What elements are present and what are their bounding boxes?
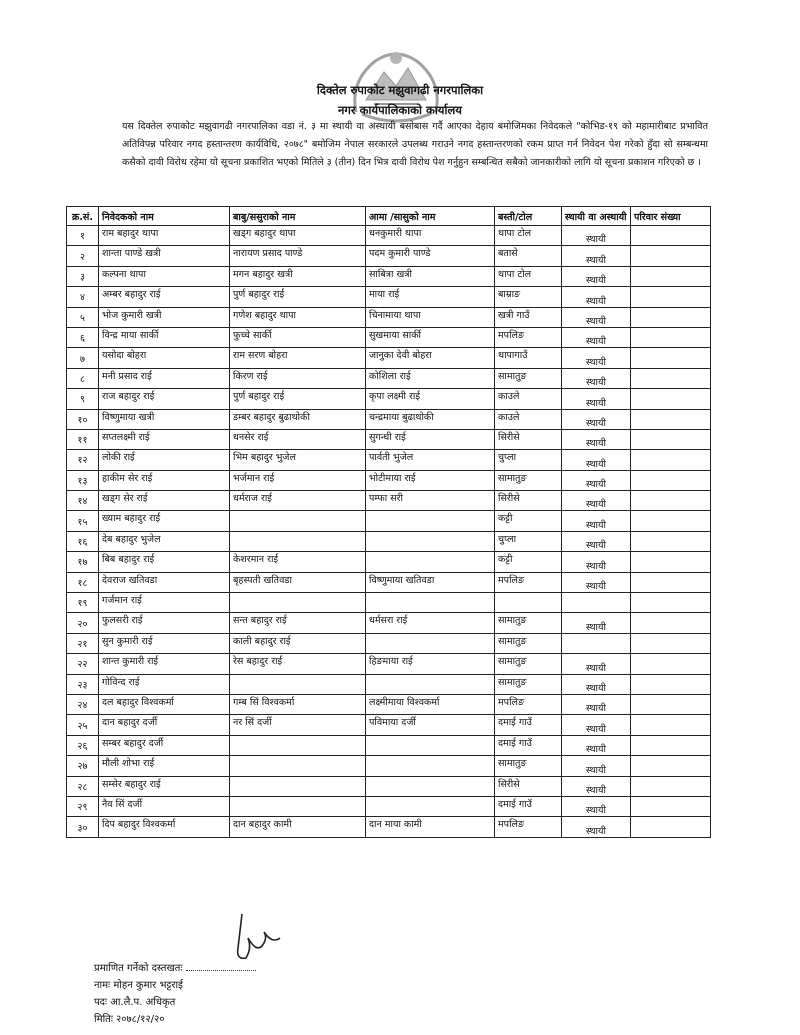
father-name-cell [230,735,366,755]
table-row [67,572,711,592]
col-header-father: बाबु/ससुराको नाम [230,207,366,226]
col-header-family-size: परिवार संख्या [631,207,711,226]
notice-text: यस दिक्तेल रुपाकोट मझुवागढी नगरपालिका वडा नं. ३ मा स्थायी वा अस्थायी बसोबास गर्दै आएका देहाय बमोजिमका निवेदकले "कोभिड-१९ को महामारीबाट प्रभावित अतिविपन्न परिवार नगद हस्तान्तरण कार्यविधि, २०७८" बमोजिम नेपाल सरकारले उपलब्ध गराउने नगद हस्तान्तरणको रकम प्राप्त गर्न निवेदन पेश गरेको हुँदा सो सम्बन्धमा कसैको दावी विरोध रहेमा यो सूचना प्रकाशित भएको मितिले ३ (तीन) दिन भित्र दावी विरोध पेश गर्नुहुन सम्बन्धित सबैको जानकारीको लागि यो सूचना प्रकाशन गरिएको छ । [122,121,708,168]
residency-cell: स्थायी [562,348,631,368]
mother-name-cell [366,756,495,776]
father-name-cell: फुच्चे सार्की [230,327,366,347]
family-size-cell [631,674,711,694]
family-size-cell [631,633,711,653]
residency-cell: स्थायी [562,246,631,266]
table-row [67,246,711,266]
mother-name-cell: लक्ष्मीमाया विश्वकर्मा [366,694,495,714]
residency-cell [562,633,631,653]
signature-label: प्रमाणित गर्नेको दस्तखतः [94,963,183,974]
table-row [67,409,711,429]
applicant-name-cell: अम्बर बहादुर राई [99,287,230,307]
family-size-cell [631,796,711,816]
sn-cell: १३ [67,470,99,490]
family-size-cell [631,511,711,531]
father-name-cell: किरण राई [230,368,366,388]
father-name-cell [230,593,366,613]
family-size-cell [631,266,711,286]
settlement-cell: कट्टी [495,511,562,531]
mother-name-cell: पदम कुमारी पाण्डे [366,246,495,266]
father-name-cell: दान बहादुर कामी [230,817,366,837]
settlement-cell: बाम्राङ [495,287,562,307]
applicant-name-cell: खड्ग सेर राई [99,491,230,511]
table-row [67,715,711,735]
applicant-name-cell: विष्णुमाया खत्री [99,409,230,429]
father-name-cell: खड्ग बहादुर थापा [230,226,366,246]
office-subtitle: नगर कार्यपालिकाको कार्यालय [338,103,462,117]
table-row [67,674,711,694]
mother-name-cell: भोटीमाया राई [366,470,495,490]
signature-line [94,960,256,974]
table-row [67,266,711,286]
father-name-cell: काली बहादुर राई [230,633,366,653]
mother-name-cell [366,511,495,531]
residency-cell: स्थायी [562,817,631,837]
settlement-cell: सिरीसे [495,491,562,511]
family-size-cell [631,491,711,511]
residency-cell: स्थायी [562,613,631,633]
settlement-cell: बतासे [495,246,562,266]
applicant-name-cell: गोविन्द राई [99,674,230,694]
table-row [67,817,711,837]
residency-cell: स्थायी [562,552,631,572]
mother-name-cell [366,633,495,653]
father-name-cell: गणेश बहादुर थापा [230,307,366,327]
family-size-cell [631,287,711,307]
father-name-cell: मगन बहादुर खत्री [230,266,366,286]
settlement-cell: थापागाउँ [495,348,562,368]
sn-cell: ६ [67,327,99,347]
settlement-cell: मपलिङ [495,327,562,347]
table-row [67,613,711,633]
settlement-cell: थापा टोल [495,266,562,286]
signature-dots [186,961,256,971]
table-row [67,552,711,572]
table-row [67,776,711,796]
residency-cell: स्थायी [562,429,631,449]
settlement-cell: दमाई गाउँ [495,796,562,816]
residency-cell: स्थायी [562,531,631,551]
father-name-cell: भिम बहादुर भुजेल [230,450,366,470]
residency-cell: स्थायी [562,491,631,511]
father-name-cell [230,511,366,531]
family-size-cell [631,470,711,490]
mother-name-cell: धर्मसरा राई [366,613,495,633]
applicant-name-cell: गर्जमान राई [99,593,230,613]
family-size-cell [631,735,711,755]
mother-name-cell: दान माया कामी [366,817,495,837]
table-row [67,593,711,613]
residency-cell: स्थायी [562,511,631,531]
mother-name-cell: सुगन्धी राई [366,429,495,449]
settlement-cell: मपलिङ [495,694,562,714]
settlement-cell: मपलिङ [495,572,562,592]
mother-name-cell: कोशिला राई [366,368,495,388]
family-size-cell [631,307,711,327]
settlement-cell: दमाई गाउँ [495,735,562,755]
sn-cell: २७ [67,756,99,776]
sn-cell: १९ [67,593,99,613]
settlement-cell: सिरीसे [495,776,562,796]
settlement-cell: दमाई गाउँ [495,715,562,735]
sn-cell: १५ [67,511,99,531]
sn-cell: ३० [67,817,99,837]
office-title: दिक्तेल रुपाकोट मझुवागढी नगरपालिका [316,83,484,97]
settlement-cell: सामातुङ [495,633,562,653]
family-size-cell [631,429,711,449]
settlement-cell: चुप्ला [495,531,562,551]
sn-cell: १० [67,409,99,429]
mother-name-cell [366,776,495,796]
settlement-cell: सामातुङ [495,674,562,694]
residency-cell: स्थायी [562,450,631,470]
table-row [67,756,711,776]
father-name-cell: पुर्ण बहादुर राई [230,389,366,409]
mother-name-cell: चन्द्रमाया बुढाथोकी [366,409,495,429]
col-header-sn: क्र.सं. [67,207,99,226]
sn-cell: २२ [67,654,99,674]
father-name-cell: धर्मराज राई [230,491,366,511]
settlement-cell: सामातुङ [495,368,562,388]
father-name-cell: डम्बर बहादुर बुढाथोकी [230,409,366,429]
table-row [67,633,711,653]
family-size-cell [631,450,711,470]
table-row [67,796,711,816]
residency-cell: स्थायी [562,756,631,776]
sn-cell: २८ [67,776,99,796]
mother-name-cell: जानुका देवी बोहरा [366,348,495,368]
applicant-name-cell: दल बहादुर विश्वकर्मा [99,694,230,714]
signature-date: मितिः २०७८/१२/२० [94,1014,165,1025]
family-size-cell [631,654,711,674]
sn-cell: ३ [67,266,99,286]
family-size-cell [631,776,711,796]
sn-cell: २६ [67,735,99,755]
father-name-cell: धनसेर राई [230,429,366,449]
residency-cell: स्थायी [562,266,631,286]
table-row [67,654,711,674]
residency-cell: स्थायी [562,470,631,490]
applicant-name-cell: दान बहादुर दर्जी [99,715,230,735]
residency-cell: स्थायी [562,776,631,796]
signatory-name: नामः मोहन कुमार भट्टराई [94,980,183,991]
applicant-name-cell: देवराज खतिवडा [99,572,230,592]
signatory-post: पदः आ.लै.प. अधिकृत [94,997,176,1008]
sn-cell: ४ [67,287,99,307]
family-size-cell [631,756,711,776]
mother-name-cell: सुखमाया सार्की [366,327,495,347]
residency-cell: स्थायी [562,368,631,388]
mother-name-cell: विष्णुमाया खतिवडा [366,572,495,592]
sn-cell: १८ [67,572,99,592]
applicant-name-cell: यसोदा बोहरा [99,348,230,368]
family-size-cell [631,246,711,266]
settlement-cell: सामातुङ [495,756,562,776]
mother-name-cell: हिङमाया राई [366,654,495,674]
father-name-cell: भर्जमान राई [230,470,366,490]
father-name-cell: राम सरण बोहरा [230,348,366,368]
father-name-cell [230,674,366,694]
family-size-cell [631,613,711,633]
table-row [67,327,711,347]
father-name-cell: पुर्ण बहादुर राई [230,287,366,307]
settlement-cell: चुप्ला [495,450,562,470]
applicant-name-cell: मनी प्रसाद राई [99,368,230,388]
family-size-cell [631,593,711,613]
residency-cell: स्थायी [562,389,631,409]
applicant-name-cell: सप्तलक्ष्मी राई [99,429,230,449]
family-size-cell [631,531,711,551]
family-size-cell [631,327,711,347]
applicant-name-cell: सम्सेर बहादुर राई [99,776,230,796]
table-row [67,429,711,449]
sn-cell: ८ [67,368,99,388]
col-header-residency: स्थायी वा अस्थायी [562,207,631,226]
mother-name-cell: साबित्रा खत्री [366,266,495,286]
mother-name-cell [366,552,495,572]
residency-cell: स्थायी [562,654,631,674]
residency-cell: स्थायी [562,409,631,429]
residency-cell: स्थायी [562,287,631,307]
settlement-cell: कट्टी [495,552,562,572]
mother-name-cell: पविमाया दर्जी [366,715,495,735]
residency-cell: स्थायी [562,674,631,694]
mother-name-cell: माया राई [366,287,495,307]
family-size-cell [631,368,711,388]
table-row [67,348,711,368]
table-row [67,735,711,755]
sn-cell: १४ [67,491,99,511]
sn-cell: ११ [67,429,99,449]
sn-cell: १२ [67,450,99,470]
mother-name-cell [366,674,495,694]
table-row [67,531,711,551]
sn-cell: ७ [67,348,99,368]
father-name-cell [230,796,366,816]
applicant-name-cell: शान्त कुमारी राई [99,654,230,674]
settlement-cell: खत्री गाउँ [495,307,562,327]
family-size-cell [631,715,711,735]
father-name-cell: सन्त बहादुर राई [230,613,366,633]
col-header-mother: आमा /सासुको नाम [366,207,495,226]
table-row [67,226,711,246]
settlement-cell: काउले [495,389,562,409]
mother-name-cell: कृपा लक्ष्मी राई [366,389,495,409]
applicant-name-cell: विन्द्र माया सार्की [99,327,230,347]
mother-name-cell [366,796,495,816]
table-row [67,470,711,490]
sn-cell: २४ [67,694,99,714]
table-row [67,694,711,714]
father-name-cell: बृहस्पती खतिवडा [230,572,366,592]
father-name-cell: केशरमान राई [230,552,366,572]
applicant-name-cell: मौली शोभा राई [99,756,230,776]
settlement-cell: सामातुङ [495,470,562,490]
table-row [67,491,711,511]
applicant-table [66,206,711,838]
sn-cell: २ [67,246,99,266]
settlement-cell: सामातुङ [495,654,562,674]
sn-cell: १ [67,226,99,246]
sn-cell: २९ [67,796,99,816]
sn-cell: १७ [67,552,99,572]
family-size-cell [631,552,711,572]
father-name-cell: नर सिं दर्जी [230,715,366,735]
settlement-cell: सिरीसे [495,429,562,449]
applicant-name-cell: लोकी राई [99,450,230,470]
col-header-settlement: बस्ती/टोल [495,207,562,226]
mother-name-cell [366,735,495,755]
applicant-name-cell: फुलसरी राई [99,613,230,633]
settlement-cell: मपलिङ [495,817,562,837]
mother-name-cell: धनकुमारी थापा [366,226,495,246]
residency-cell: स्थायी [562,796,631,816]
family-size-cell [631,348,711,368]
family-size-cell [631,694,711,714]
residency-cell: स्थायी [562,327,631,347]
signature-mark-icon [228,908,288,968]
residency-cell: स्थायी [562,735,631,755]
sn-cell: २५ [67,715,99,735]
settlement-cell: काउले [495,409,562,429]
residency-cell: स्थायी [562,715,631,735]
table-header-row [67,207,711,226]
table-row [67,307,711,327]
applicant-name-cell: सम्बर बहादुर दर्जी [99,735,230,755]
family-size-cell [631,389,711,409]
applicant-name-cell: राज बहादुर राई [99,389,230,409]
father-name-cell [230,756,366,776]
applicant-name-cell: बिब बहादुर राई [99,552,230,572]
mother-name-cell: चिनामाया थापा [366,307,495,327]
sn-cell: ९ [67,389,99,409]
settlement-cell: थापा टोल [495,226,562,246]
applicant-name-cell: देब बहादुर भुजेल [99,531,230,551]
col-header-applicant: निवेदकको नाम [99,207,230,226]
residency-cell: स्थायी [562,226,631,246]
applicant-name-cell: हाकीम सेर राई [99,470,230,490]
father-name-cell [230,531,366,551]
sn-cell: २१ [67,633,99,653]
mother-name-cell: पार्वती भुजेल [366,450,495,470]
residency-cell: स्थायी [562,694,631,714]
settlement-cell: सामातुङ [495,613,562,633]
mother-name-cell: पम्फा सरी [366,491,495,511]
residency-cell: स्थायी [562,572,631,592]
applicant-name-cell: राम बहादुर थापा [99,226,230,246]
father-name-cell [230,776,366,796]
table-row [67,287,711,307]
father-name-cell: गम्ब सिं विश्वकर्मा [230,694,366,714]
applicant-name-cell: कल्पना थापा [99,266,230,286]
applicant-name-cell: नैव सिं दर्जी [99,796,230,816]
family-size-cell [631,226,711,246]
mother-name-cell [366,593,495,613]
settlement-cell [495,593,562,613]
residency-cell: स्थायी [562,307,631,327]
family-size-cell [631,817,711,837]
sn-cell: १६ [67,531,99,551]
family-size-cell [631,409,711,429]
table-row [67,450,711,470]
father-name-cell: नारायण प्रसाद पाण्डे [230,246,366,266]
table-row [67,389,711,409]
sn-cell: २० [67,613,99,633]
applicant-name-cell: शान्ता पाण्डे खत्री [99,246,230,266]
father-name-cell: रेस बहादुर राई [230,654,366,674]
applicant-name-cell: भोज कुमारी खत्री [99,307,230,327]
applicant-name-cell: ख्याम बहादुर राई [99,511,230,531]
mother-name-cell [366,531,495,551]
table-row [67,368,711,388]
residency-cell [562,593,631,613]
family-size-cell [631,572,711,592]
sn-cell: ५ [67,307,99,327]
sn-cell: २३ [67,674,99,694]
applicant-name-cell: सुन कुमारी राई [99,633,230,653]
table-row [67,511,711,531]
applicant-name-cell: दिप बहादुर विश्वकर्मा [99,817,230,837]
